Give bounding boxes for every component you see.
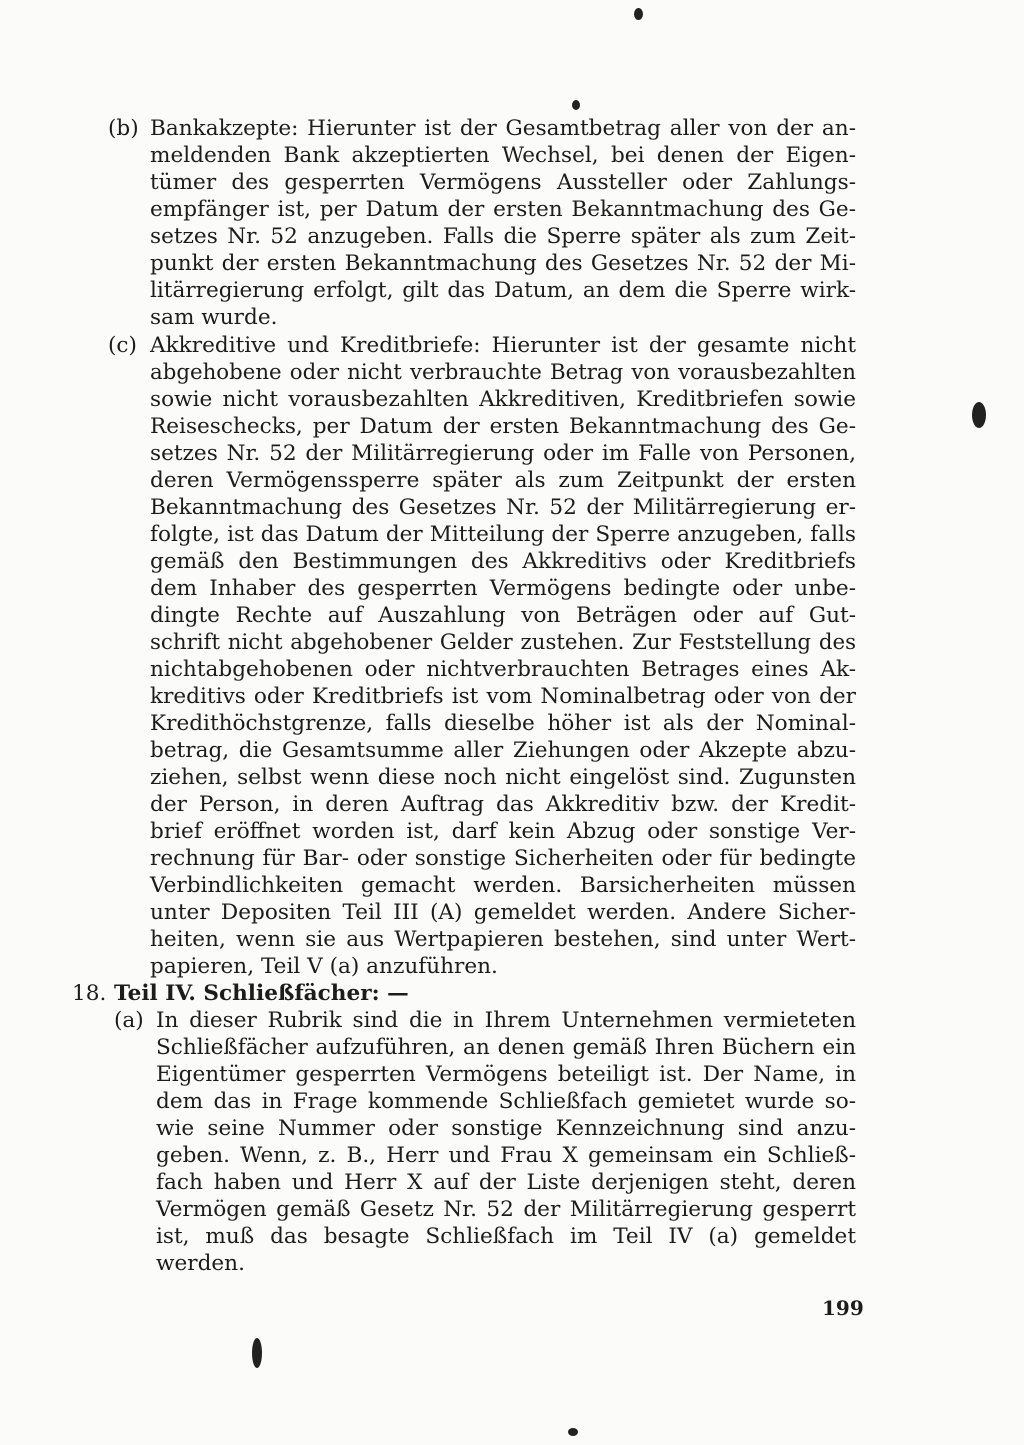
text-line: dem das in Frage kommende Schließfach gemietet wurde so-	[156, 1089, 856, 1114]
text-line: Verbindlichkeiten gemacht werden. Barsicherheiten müssen	[150, 873, 856, 898]
scan-speck	[568, 1428, 578, 1436]
text-line: abgehobene oder nicht verbrauchte Betrag von vorausbezahlten	[150, 360, 856, 385]
text-line: In dieser Rubrik sind die in Ihrem Unternehmen vermieteten	[156, 1008, 856, 1033]
text-line: nichtabgehobenen oder nichtverbrauchten Betrages eines Ak-	[150, 657, 856, 682]
text-line: deren Vermögenssperre später als zum Zeitpunkt der ersten	[150, 468, 856, 493]
text-line: wie seine Nummer oder sonstige Kennzeichnung sind anzu-	[156, 1116, 856, 1141]
scan-speck	[972, 402, 986, 428]
text-line: Akkreditive und Kreditbriefe: Hierunter ist der gesamte nicht	[150, 333, 856, 358]
text-line: meldenden Bank akzeptierten Wechsel, bei denen der Eigen-	[150, 143, 856, 168]
section-18-title: Teil IV. Schließfächer: —	[114, 981, 409, 1006]
text-line: gemäß den Bestimmungen des Akkreditivs oder Kreditbriefs	[150, 549, 856, 574]
text-line: setzes Nr. 52 anzugeben. Falls die Sperre später als zum Zeit-	[150, 224, 856, 249]
text-line: fach haben und Herr X auf der Liste derjenigen steht, deren	[156, 1170, 856, 1195]
text-line: Reiseschecks, per Datum der ersten Bekanntmachung des Ge-	[150, 414, 856, 439]
text-line: brief eröffnet worden ist, darf kein Abzug oder sonstige Ver-	[150, 819, 856, 844]
text-line: Vermögen gemäß Gesetz Nr. 52 der Militärregierung gesperrt	[156, 1197, 856, 1222]
text-line: dingte Rechte auf Auszahlung von Beträgen oder auf Gut-	[150, 603, 856, 628]
section-c-label: (c)	[108, 333, 137, 358]
section-18a-label: (a)	[114, 1008, 144, 1033]
text-line: heiten, wenn sie aus Wertpapieren bestehen, sind unter Wert-	[150, 927, 856, 952]
text-line: ziehen, selbst wenn diese noch nicht eingelöst sind. Zugunsten	[150, 765, 856, 790]
text-line: papieren, Teil V (a) anzuführen.	[150, 954, 498, 979]
text-line: werden.	[156, 1251, 245, 1276]
text-line: ist, muß das besagte Schließfach im Teil IV (a) gemeldet	[156, 1224, 856, 1249]
text-line: geben. Wenn, z. B., Herr und Frau X gemeinsam ein Schließ-	[156, 1143, 856, 1168]
section-18-heading	[72, 980, 409, 1007]
text-line: Eigentümer gesperrten Vermögens beteiligt ist. Der Name, in	[156, 1062, 856, 1087]
text-line: betrag, die Gesamtsumme aller Ziehungen oder Akzepte abzu-	[150, 738, 856, 763]
text-line: kreditivs oder Kreditbriefs ist vom Nominalbetrag oder von der	[150, 684, 856, 709]
text-line: tümer des gesperrten Vermögens Aussteller oder Zahlungs-	[150, 170, 856, 195]
text-line: Kredithöchstgrenze, falls dieselbe höher ist als der Nominal-	[150, 711, 856, 736]
text-line: der Person, in deren Auftrag das Akkreditiv bzw. der Kredit-	[150, 792, 856, 817]
text-line: sowie nicht vorausbezahlten Akkreditiven, Kreditbriefen sowie	[150, 387, 856, 412]
text-line: Bekanntmachung des Gesetzes Nr. 52 der Militärregierung er-	[150, 495, 856, 520]
text-line: Schließfächer aufzuführen, an denen gemäß Ihren Büchern ein	[156, 1035, 856, 1060]
text-line: Bankakzepte: Hierunter ist der Gesamtbetrag aller von der an-	[150, 116, 856, 141]
text-line: dem Inhaber des gesperrten Vermögens bedingte oder unbe-	[150, 576, 856, 601]
scan-speck	[252, 1338, 262, 1368]
text-line: rechnung für Bar- oder sonstige Sicherheiten oder für bedingte	[150, 846, 856, 871]
page-number: 199	[822, 1296, 864, 1320]
text-line: folgte, ist das Datum der Mitteilung der Sperre anzugeben, falls	[150, 522, 856, 547]
text-line: empfänger ist, per Datum der ersten Bekanntmachung des Ge-	[150, 197, 856, 222]
text-line: litärregierung erfolgt, gilt das Datum, an dem die Sperre wirk-	[150, 278, 856, 303]
section-b-label: (b)	[108, 116, 139, 141]
text-line: unter Depositen Teil III (A) gemeldet werden. Andere Sicher-	[150, 900, 856, 925]
text-line: schrift nicht abgehobener Gelder zustehen. Zur Feststellung des	[150, 630, 856, 655]
section-18-number: 18.	[72, 981, 107, 1006]
scan-speck	[572, 100, 580, 110]
text-line: sam wurde.	[150, 305, 278, 330]
text-line: setzes Nr. 52 der Militärregierung oder im Falle von Personen,	[150, 441, 856, 466]
text-line: punkt der ersten Bekanntmachung des Gesetzes Nr. 52 der Mi-	[150, 251, 856, 276]
scan-speck	[634, 8, 643, 20]
